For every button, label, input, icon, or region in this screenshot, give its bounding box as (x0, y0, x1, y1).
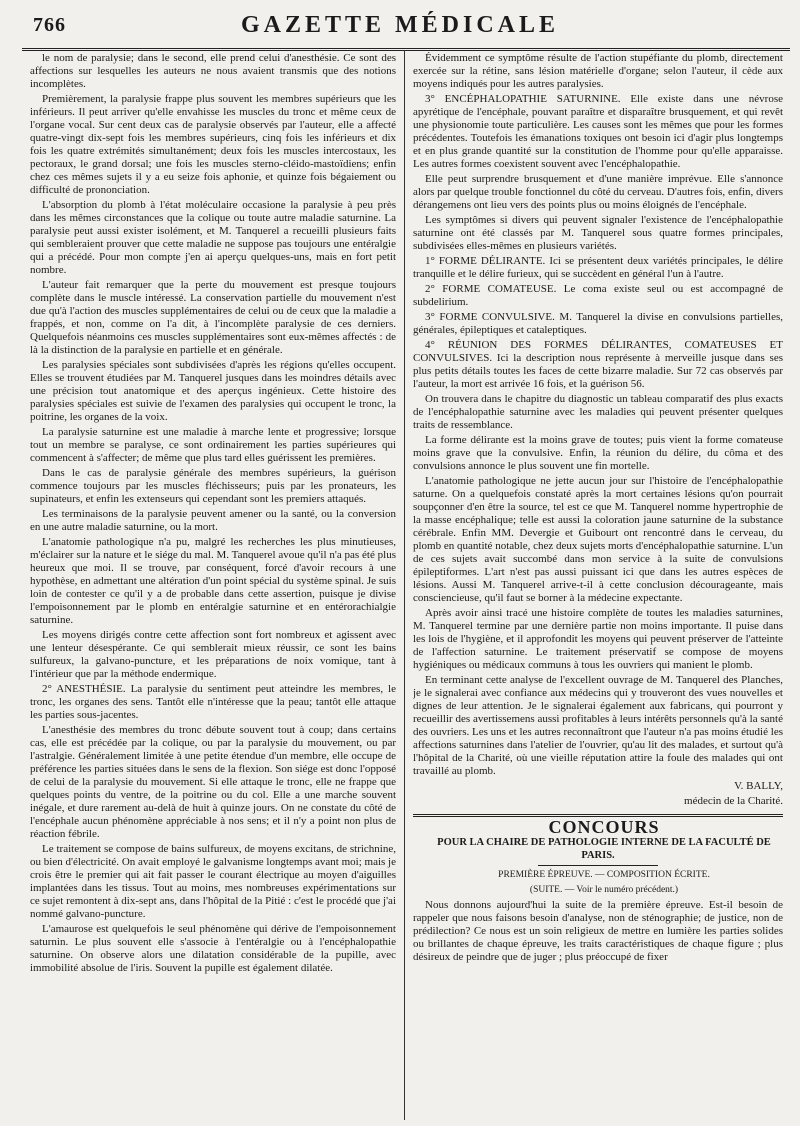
paragraph: Les paralysies spéciales sont subdivisées d'après les régions qu'elles occupent. Elles se trouvent étudiées par M. Tanquerel jusques dans les moindres détails avec une précision tout anatomique et des aperçus ingénieux. Cette histoire des paralysies spéciales est suivie de l'examen des paralysies qui occupent le tronc, la poitrine, les organes de la voix. (30, 359, 396, 423)
paragraph: Dans le cas de paralysie générale des membres supérieurs, la guérison commence toujours par les muscles fléchisseurs; puis par les pronateurs, les supinateurs, et enfin les extenseurs qui cependant sont les premiers attaqués. (30, 467, 396, 505)
journal-title: GAZETTE MÉDICALE (240, 12, 560, 38)
paragraph: L'anesthésie des membres du tronc débute souvent tout à coup; dans certains cas, elle est précédée par la colique, ou par la paralysie du mouvement, ou par l'astralgie. Généralement limitée à une petite étendue d'un membre, elle occupe de préférence les parties situées dans le sens de la flexion. Son siége est donc l'opposé de celui de la paralysie du mouvement. Si elle attaque le tronc, elle ne frappe que quelques points du ventre, de la poitrine ou du col. Elle a une marche souvent inégale, et dure rarement au-delà de huit à quinze jours. On ne constate du côté de l'encéphale aucun phénomène appréciable à nos sens; et il n'y a point non plus de réaction fébrile. (30, 724, 396, 840)
page-number: 766 (33, 14, 66, 36)
paragraph: Nous donnons aujourd'hui la suite de la première épreuve. Est-il besoin de rappeler que nous faisons besoin d'analyse, non de sténographie; de justice, non de prédilection? Ce nous est un soin religieux de mettre en lumière les parties solides ou brillantes de chaque épreuve, les traits caractéristiques de chaque figure ; plus désireux de peindre que de juger ; plus préoccupé de fixer (413, 899, 783, 963)
paragraph: L'anatomie pathologique n'a pu, malgré les recherches les plus minutieuses, m'éclairer sur la nature et le siége du mal. M. Tanquerel avoue qu'il n'a pas été plus heureux que moi. Il se trouve, par conséquent, forcé d'avoir recours à une hypothèse, en admettant une altération d'un point spécial du système spinal. Je suis loin de contester ce qu'il y a de probable dans cette assertion, puisque je divise l'empoisonnement par le plomb en entéralgie saturnine et en entérorachialgie saturnine. (30, 536, 396, 626)
column-divider (404, 50, 405, 1120)
left-column (30, 52, 396, 1124)
paragraph: Les symptômes si divers qui peuvent signaler l'existence de l'encéphalopathie saturnine ont été classés par M. Tanquerel sous quatre formes principales, subdivisées elles-mêmes en plusieurs variétés. (413, 214, 783, 252)
paragraph: L'absorption du plomb à l'état moléculaire occasione la paralysie à peu près dans les mêmes circonstances que la colique ou toute autre maladie saturnine. La paralysie peut aussi exister isolément, et M. Tanquerel a recueilli plusieurs faits qui sembleraient prouver que cette maladie ne suppose pas toujours une entéralgie qui a précédé. Pour mon compte j'en ai aperçu quelques-uns, mais en fort petit nombre. (30, 199, 396, 276)
paragraph: Premièrement, la paralysie frappe plus souvent les membres supérieurs que les inférieurs. Il peut arriver qu'elle envahisse les muscles du tronc et même ceux de l'organe vocal. Sur cent deux cas de paralysie observés par l'auteur, elle a affecté quatre-vingt dix-sept fois les membres supérieurs, cinq fois les inférieurs et dix fois les quatre extrémités simultanément; deux fois les muscles intercostaux, les pectoraux, le grand dorsal; une fois les muscles sterno-cléido-mastoïdiens; enfin chez ces mêmes sujets il y a eu seize fois aphonie, et quinze fois bégaiement ou difficulté de prononciation. (30, 93, 396, 196)
concours-subheading: POUR LA CHAIRE DE PATHOLOGIE INTERNE DE LA FACULTÉ DE PARIS. (437, 837, 771, 861)
paragraph: L'auteur fait remarquer que la perte du mouvement est presque toujours complète dans le muscle intéressé. La conservation partielle du mouvement n'est due qu'à l'action des muscles supplémentaires de celui ou de ceux que la maladie a frappés, et non, comme on l'a dit, à l'incomplète paralysie de ces derniers. Quelquefois néanmoins ces muscles supplémentaires sont eux-mêmes affectés : de là la distinction de la paralysie en partielle et en générale. (30, 279, 396, 356)
concours-heading: CONCOURS (548, 817, 660, 837)
paragraph: En terminant cette analyse de l'excellent ouvrage de M. Tanquerel des Planches, je le signalerai avec confiance aux médecins qui y trouveront des vues nouvelles et dignes de leur attention. Je le signalerai également aux fabricans, qui pourront y recueillir des avertissemens aussi profitables à leurs intérêts personnels qu'à la santé des ouvriers. Les uns et les autres reconnaîtront que l'auteur n'a pas moins étudié les affections saturnines dans l'atelier de l'ouvrier, qu'au lit des malades, et surtout qu'à l'hôpital de la Charité, où une vieille réputation attire la foule des malades qui ont travaillé au plomb. (413, 674, 783, 777)
right-column (413, 52, 783, 1124)
short-rule (538, 865, 658, 866)
paragraph: La paralysie saturnine est une maladie à marche lente et progressive; lorsque tout un membre se paralyse, ce sont ordinairement les parties supérieures qui commencent à s'affecter; de même que plus tard elles guérissent les premières. (30, 426, 396, 464)
paragraph: Les moyens dirigés contre cette affection sont fort nombreux et agissent avec une lenteur désespérante. Ce qui semblerait mieux réussir, ce sont les bains sulfureux, la galvano-puncture, et les préparations de noix vomique, tant à l'intérieur que par la méthode endermique. (30, 629, 396, 680)
paragraph: 3° ENCÉPHALOPATHIE SATURNINE. Elle existe dans une névrose apyrétique de l'encéphale, pouvant paraître et disparaître brusquement, et qui revêt une physionomie toute particulière. Les causes sont les mêmes que pour les formes précédentes. Toutefois les émanations toxiques ont besoin ici d'agir plus longtemps et en plus grande quantité sur la constitution de l'homme pour qu'elle apparaisse. Les autres formes coexistent souvent avec l'encéphalopathie. (413, 93, 783, 170)
paragraph: 4° RÉUNION DES FORMES DÉLIRANTES, COMATEUSES ET CONVULSIVES. Ici la description nous représente à merveille jusque dans ses plus petits détails toutes les faces de cette bizarre maladie. Sur 72 cas observés par l'auteur, la mort est arrivée 16 fois, et la guérison 56. (413, 339, 783, 390)
paragraph: 1° FORME DÉLIRANTE. Ici se présentent deux variétés principales, le délire tranquille et le délire furieux, qui se succèdent en général l'un à l'autre. (413, 255, 783, 280)
paragraph: Le traitement se compose de bains sulfureux, de moyens excitans, de strichnine, ou bien d'électricité. On avait employé le galvanisme longtemps avant moi; mais je crois être le premier qui ait fait passer le courant électrique au moyen d'aiguilles implantées dans les tissus. Tout au moins, mes nombreuses expérimentations sur ce sujet remontent à dix-sept ans, dans l'hôpital de la Pitié : c'est le procédé que j'ai nommé galvano-puncture. (30, 843, 396, 920)
paragraph: 2° ANESTHÉSIE. La paralysie du sentiment peut atteindre les membres, le tronc, les organes des sens. Tantôt elle n'intéresse que la peau; tantôt elle attaque les parties sous-jacentes. (30, 683, 396, 721)
paragraph: 3° FORME CONVULSIVE. M. Tanquerel la divise en convulsions partielles, générales, épileptiques et cataleptiques. (413, 311, 783, 336)
paragraph: L'amaurose est quelquefois le seul phénomène qui dérive de l'empoisonnement saturnin. Le plus souvent elle s'associe à l'entéralgie ou à l'encéphalopathie saturnine. On observe alors une dilatation considérable de la pupille, avec immobilité absolue de l'iris. Souvent la pupille est également dilatée. (30, 923, 396, 974)
header-rule (22, 48, 790, 51)
paragraph: L'anatomie pathologique ne jette aucun jour sur l'histoire de l'encéphalopathie saturne. On a quelquefois constaté après la mort certaines lésions qu'on pourrait soupçonner d'en être la source, tel est ce que M. Tanquerel nomme hypertrophie de la masse encéphalique; telle est aussi la coloration jaune saturnine de la substance cérébrale. Enfin MM. Devergie et Guibourt ont rencontré dans le cerveau, du plomb en quantité notable, chez deux sujets morts d'encéphalopathie saturnine. L'un de ces sujets avait succombé dans mon service à la suite de convulsions épileptiformes. L'art n'est pas aussi puissant ici que dans les autres espèces de lésions. Aussi M. Tanquerel arrive-t-il à cette conclusion décourageante, mais consciencieuse, qu'il faut se borner à la médecine expectante. (413, 475, 783, 604)
page-header (0, 8, 800, 54)
paragraph: 2° FORME COMATEUSE. Le coma existe seul ou est accompagné de subdelirium. (413, 283, 783, 308)
epreuve-label: PREMIÈRE ÉPREUVE. — COMPOSITION ÉCRITE. (498, 870, 710, 880)
paragraph: le nom de paralysie; dans le second, elle prend celui d'anesthésie. Ce sont des affections sur lesquelles les auteurs ne nous avaient transmis que des notions incomplètes. (30, 52, 396, 90)
paragraph: On trouvera dans le chapitre du diagnostic un tableau comparatif des plus exacts de l'encéphalopathie saturnine avec les maladies qui peuvent présenter quelques traits de ressemblance. (413, 393, 783, 431)
suite-label: (SUITE. — Voir le numéro précédent.) (529, 885, 679, 895)
paragraph: La forme délirante est la moins grave de toutes; puis vient la forme comateuse moins grave que la convulsive. Enfin, la réunion du délire, du côma et des convulsions annonce le plus souvent une fin mortelle. (413, 434, 783, 472)
signature-title: médecin de la Charité. (684, 795, 783, 807)
signature-name: V. BALLY, (734, 780, 783, 792)
paragraph: Elle peut surprendre brusquement et d'une manière imprévue. Elle s'annonce alors par quelque trouble fonctionnel du côté du cerveau. D'autres fois, enfin, divers dérangemens ont lieu vers des points plus ou moins éloignés de l'encéphale. (413, 173, 783, 211)
paragraph: Évidemment ce symptôme résulte de l'action stupéfiante du plomb, directement exercée sur la rétine, sans lésion matérielle d'organe; selon l'auteur, il cède aux moyens indiqués pour les autres paralysies. (413, 52, 783, 90)
paragraph: Les terminaisons de la paralysie peuvent amener ou la santé, ou la conversion en une autre maladie saturnine, ou la mort. (30, 508, 396, 533)
paragraph: Après avoir ainsi tracé une histoire complète de toutes les maladies saturnines, M. Tanquerel termine par une dernière partie non moins importante. Il puise dans les lois de l'hygiène, et il approfondit les moyens qui peuvent préserver de l'atteinte de l'affection saturnine. Le traitement préservatif se compose de moyens hygiéniques ou médicaux communs à tous les ouvriers qui manient le plomb. (413, 607, 783, 671)
